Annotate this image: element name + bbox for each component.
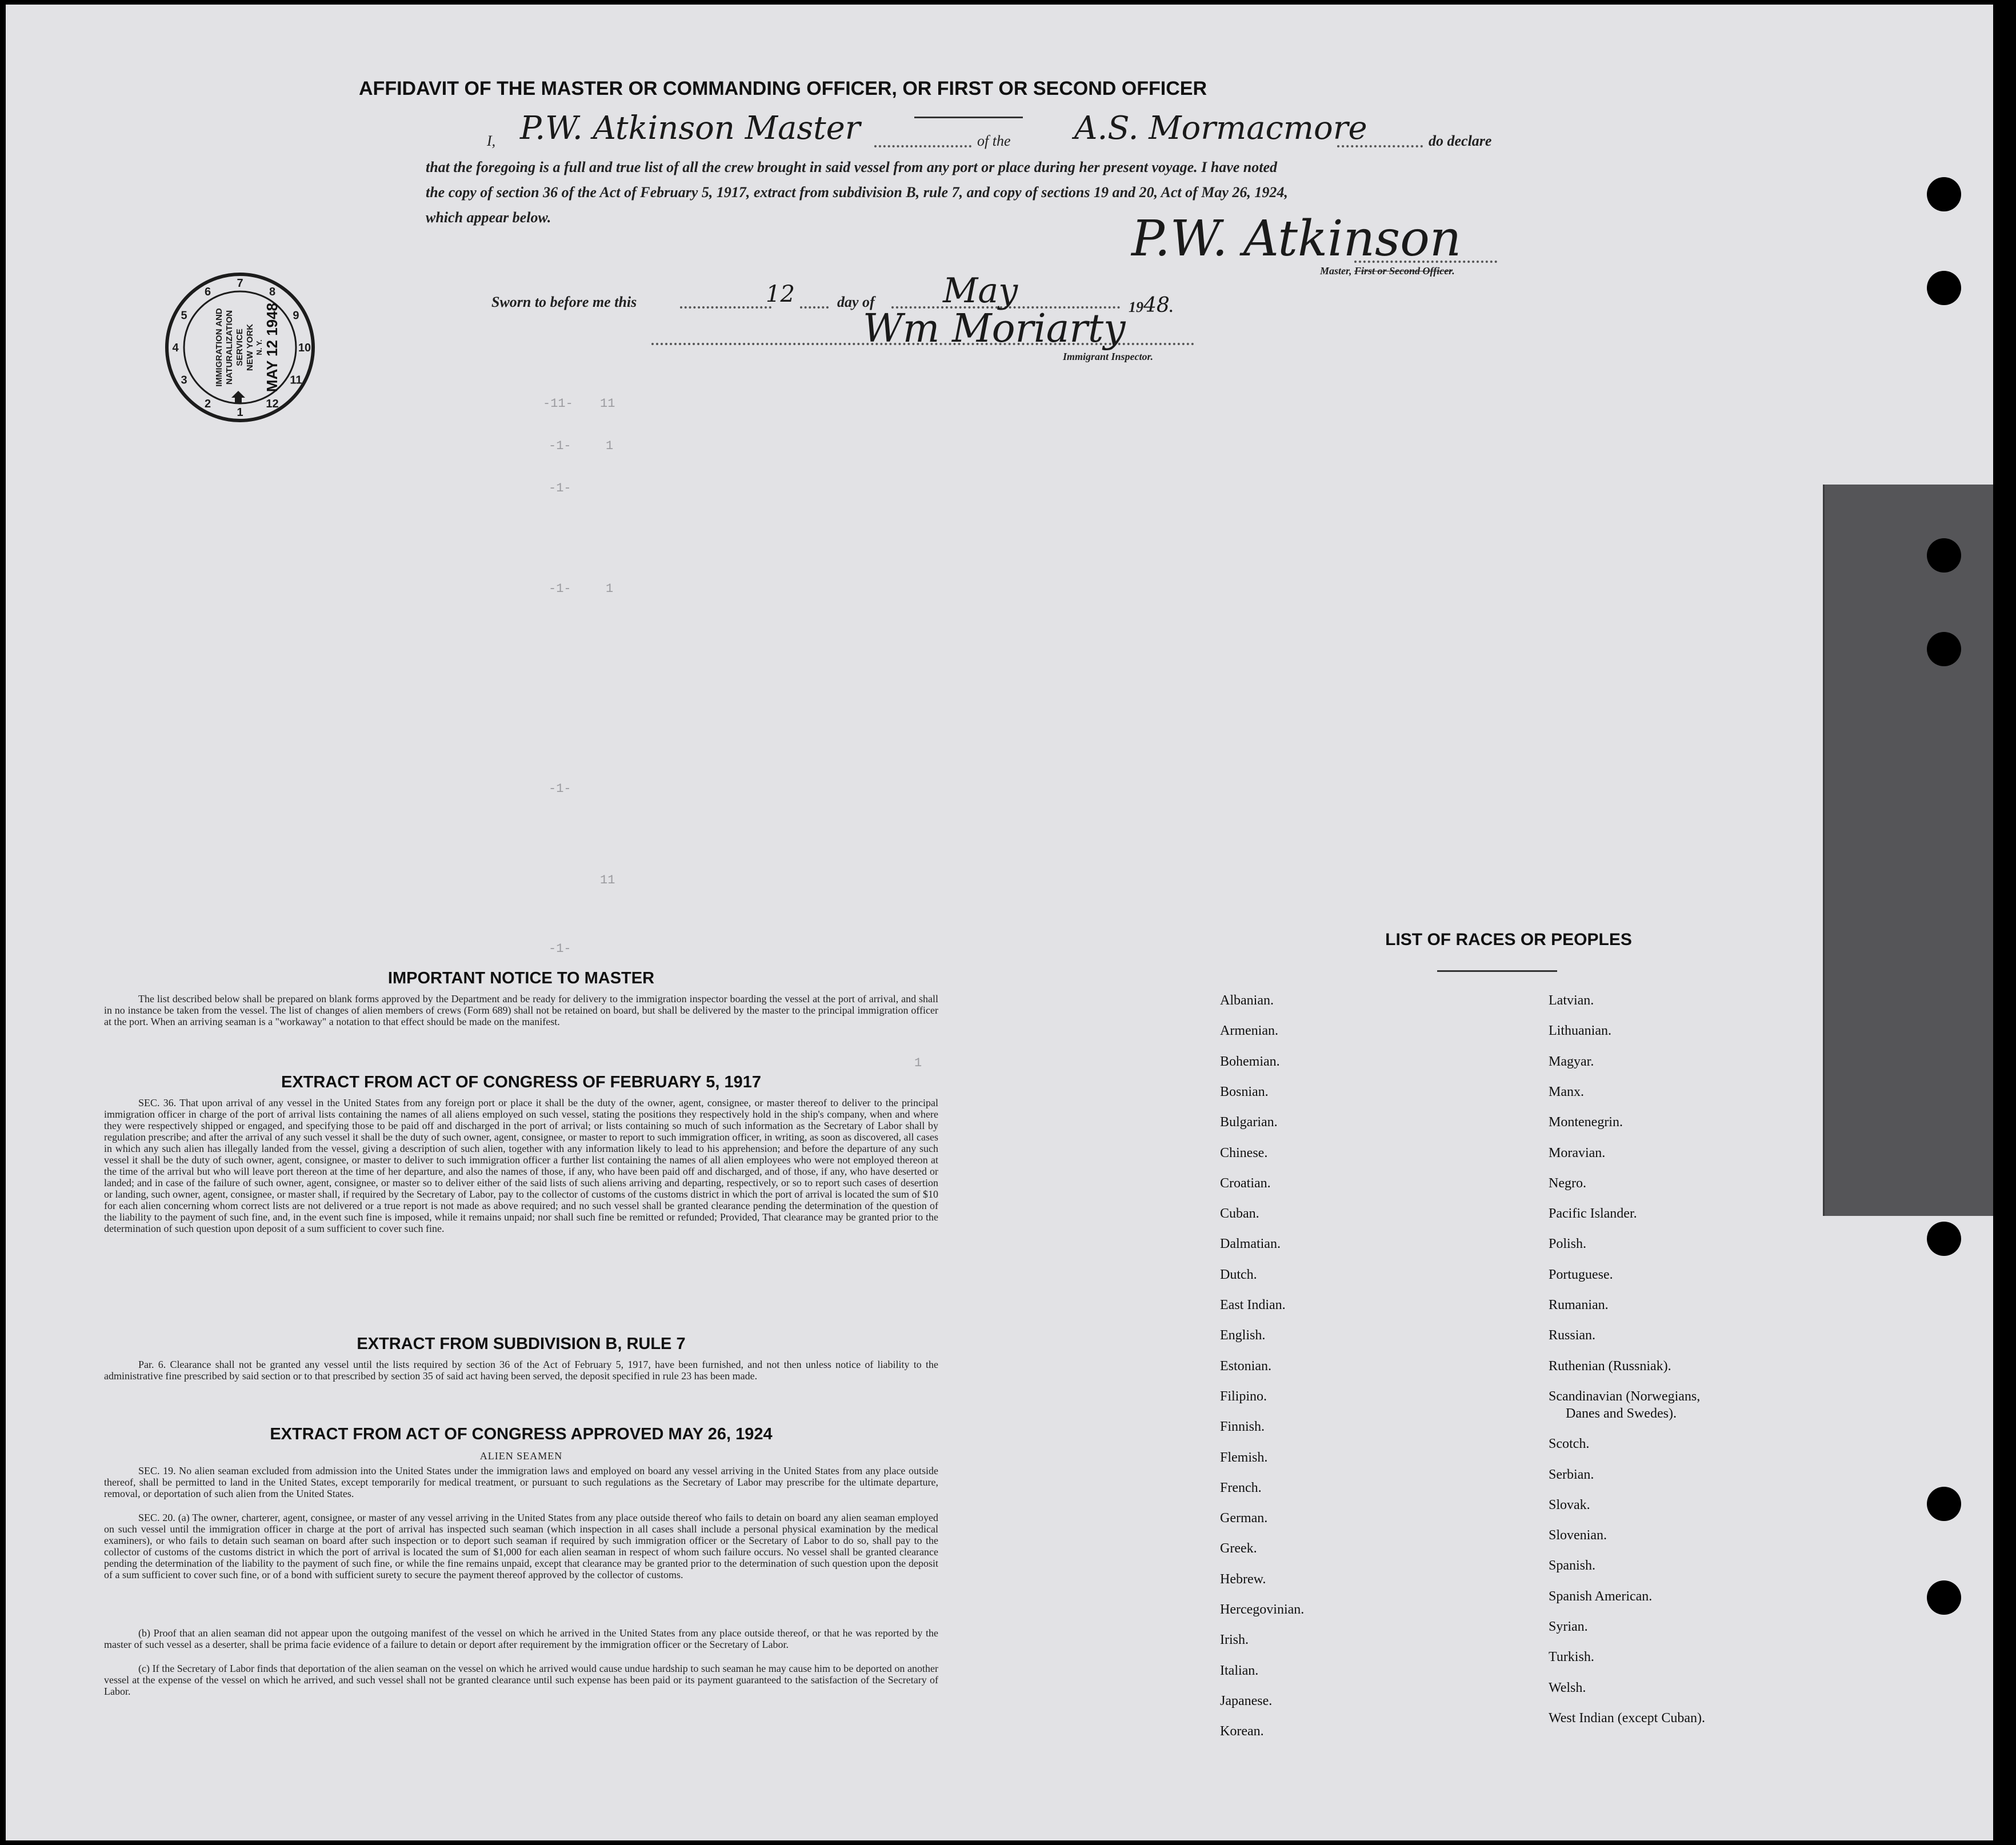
stamp-line2: NATURALIZATION xyxy=(225,310,234,385)
year-suffix-handwritten: 48 xyxy=(1143,294,1170,317)
race-item: Irish. xyxy=(1220,1632,1249,1648)
race-item: Negro. xyxy=(1549,1175,1586,1191)
race-item: Slovak. xyxy=(1549,1497,1590,1512)
dotted-leader xyxy=(800,306,829,309)
bleed-mark: 11 xyxy=(600,397,615,411)
bleed-mark: 11 xyxy=(600,873,615,887)
race-item: Hercegovinian. xyxy=(1220,1602,1305,1617)
stamp-clock-number: 3 xyxy=(181,374,187,387)
bleed-mark: -1- xyxy=(549,481,571,495)
stamp-clock-number: 12 xyxy=(266,397,279,410)
race-item: Korean. xyxy=(1220,1724,1264,1739)
race-item: Manx. xyxy=(1549,1084,1584,1099)
affidavit-line4: which appear below. xyxy=(426,209,551,226)
sec20a-body: SEC. 20. (a) The owner, charterer, agent, consignee, or master of any vessel arriving in the United States from any place outside thereof who fails to detain on board any alien seaman employed on such vessel until the immigration officer in charge at the port of arrival has inspected such seaman (which inspection in all cases shall include a personal physical examination by the medical examiners), or who fails to detain such seaman on board after such inspection or to deport such seaman if required by such immigration officer or the Secretary of Labor to do so, shall pay to the collector of customs of the customs district in which the port of arrival is located the sum of $1,000 for each alien seaman in respect of whom such failure occurs. No vessel shall be granted clearance pending the determination of the liability to the payment of such fine, or while the fine remains unpaid, except that clearance may be granted prior to the determination of such question upon the deposit of a sum sufficient to cover such fine, or of a bond with sufficient surety to secure the payment thereof approved by the collector of customs. xyxy=(104,1512,938,1580)
year-label xyxy=(1129,294,1173,317)
affidavit-line3: the copy of section 36 of the Act of February 5, 1917, extract from subdivision B, rule 7, and copy of sections 19 and 20, Act of May 26, 1924, xyxy=(426,184,1288,201)
document-page xyxy=(6,5,1993,1840)
race-item: Bosnian. xyxy=(1220,1084,1269,1099)
caption-master: Master, xyxy=(1320,265,1352,277)
race-item: Bulgarian. xyxy=(1220,1115,1278,1130)
bleed-mark: 1 xyxy=(606,582,614,596)
race-item: Montenegrin. xyxy=(1549,1115,1623,1130)
race-item: Moravian. xyxy=(1549,1145,1606,1160)
sec20b-body: (b) Proof that an alien seaman did not appear upon the outgoing manifest of the vessel on which he arrived in the United States from any place outside thereof, or that he was reported by the master of such vessel as a deserter, shall be prima facie evidence of a failure to detain or deport after requirement by the immigration officer or the Secretary of Labor. xyxy=(104,1627,938,1650)
race-item: Japanese. xyxy=(1220,1693,1273,1708)
race-item: Turkish. xyxy=(1549,1650,1594,1665)
caption-end: . xyxy=(1452,265,1455,277)
year-prefix: 19 xyxy=(1129,299,1143,315)
master-signature-handwritten: P.W. Atkinson xyxy=(1131,210,1462,267)
binder-hole xyxy=(1927,1580,1961,1615)
immigration-date-stamp xyxy=(140,267,346,427)
extract-1924-subtitle: ALIEN SEAMEN xyxy=(479,1450,563,1462)
race-item: Serbian. xyxy=(1549,1467,1594,1482)
race-item: Magyar. xyxy=(1549,1054,1594,1069)
dotted-leader xyxy=(1337,145,1423,147)
stamp-line5: N. Y. xyxy=(255,339,263,355)
race-item: Finnish. xyxy=(1220,1419,1265,1435)
binder-hole xyxy=(1927,177,1961,211)
bleed-mark: 1 xyxy=(606,439,614,453)
dotted-leader xyxy=(874,145,971,147)
affidavit-line2: that the foregoing is a full and true list of all the crew brought in said vessel from any port or place during her present voyage. I have noted xyxy=(426,159,1278,175)
race-item: East Indian. xyxy=(1220,1298,1286,1312)
stamp-clock-number: 4 xyxy=(172,342,179,354)
stamp-clock-number: 9 xyxy=(293,309,299,322)
bleed-mark: -1- xyxy=(549,582,571,596)
master-name-handwritten: P.W. Atkinson Master xyxy=(520,110,861,147)
eagle-icon xyxy=(231,391,245,403)
race-item: Chinese. xyxy=(1220,1145,1268,1160)
binder-hole xyxy=(1927,1487,1961,1521)
notice-body: The list described below shall be prepared on blank forms approved by the Department and be ready for delivery to the immigration inspector boarding the vessel at the port of arrival, and shall in no instance be taken from the vessel. The list of changes of alien members of crews (Form 689) shall not be retained on board, but shall be delivered by the master to the principal immigration officer at the port. When an arriving seaman is a "workaway" a notation to that effect should be made on the manifest. xyxy=(104,993,938,1027)
race-item: Russian. xyxy=(1549,1328,1596,1343)
race-item: Bohemian. xyxy=(1220,1054,1280,1069)
dotted-leader xyxy=(680,306,771,309)
race-item: English. xyxy=(1220,1328,1266,1343)
stamp-line1: IMMIGRATION AND xyxy=(214,308,224,387)
bleed-mark: -1- xyxy=(549,782,571,796)
year-end: . xyxy=(1169,299,1174,315)
race-item: Armenian. xyxy=(1220,1023,1278,1039)
dotted-leader xyxy=(1354,261,1497,263)
bleed-mark: -1- xyxy=(549,942,571,956)
extract-1924-title: EXTRACT FROM ACT OF CONGRESS APPROVED MAY 26, 1924 xyxy=(270,1425,773,1443)
sec19-body: SEC. 19. No alien seaman excluded from admission into the United States under the immigration laws and employed on board any vessel arriving in the United States from any place outside thereof, shall be permitted to land in the United States, except temporarily for medical treatment, or pursuant to such regulations as the Secretary of Labor may prescribe for the ultimate departure, removal, or deportation of such alien from the United States. xyxy=(104,1465,938,1499)
stamp-line3: SERVICE xyxy=(235,329,245,366)
bleed-mark: -11- xyxy=(543,397,573,411)
races-title-rule xyxy=(1437,970,1557,972)
binder-hole xyxy=(1927,538,1961,573)
bleed-mark: 1 xyxy=(914,1056,922,1070)
race-item: Scandinavian (Norwegians, xyxy=(1549,1388,1701,1404)
stamp-clock-number: 7 xyxy=(237,277,243,290)
vessel-name-handwritten: A.S. Mormacmore xyxy=(1074,110,1367,147)
race-item: Cuban. xyxy=(1220,1206,1259,1222)
sec20c-body: (c) If the Secretary of Labor finds that deportation of the alien seaman on the vessel on which he arrived would cause undue hardship to such seaman he may cause him to be deported on another vessel at the expense of the vessel on which he arrived, and such vessel shall not be granted clearance until such expense has been paid or its payment guaranteed to the satisfaction of the Secretary of Labor. xyxy=(104,1663,938,1697)
notice-title: IMPORTANT NOTICE TO MASTER xyxy=(387,969,655,987)
race-item: Dalmatian. xyxy=(1220,1236,1281,1252)
sworn-day-handwritten: 12 xyxy=(766,281,795,307)
affidavit-title: AFFIDAVIT OF THE MASTER OR COMMANDING OFFICER, OR FIRST OR SECOND OFFICER xyxy=(359,78,1207,99)
race-item: West Indian (except Cuban). xyxy=(1549,1710,1705,1726)
race-item: Rumanian. xyxy=(1549,1298,1609,1312)
races-title: LIST OF RACES OR PEOPLES xyxy=(1385,930,1632,949)
stamp-clock-number: 1 xyxy=(237,406,243,419)
race-item: Italian. xyxy=(1220,1663,1259,1678)
extract-1917-title: EXTRACT FROM ACT OF CONGRESS OF FEBRUARY 5, 1917 xyxy=(281,1073,762,1091)
race-item: Filipino. xyxy=(1220,1388,1267,1404)
extract-rule7-title: EXTRACT FROM SUBDIVISION B, RULE 7 xyxy=(357,1335,686,1353)
race-item: Dutch. xyxy=(1220,1267,1257,1282)
binder-hole xyxy=(1927,271,1961,305)
rule-line xyxy=(914,117,1023,118)
sworn-label: Sworn to before me this xyxy=(491,294,637,310)
race-item: Welsh. xyxy=(1549,1680,1586,1695)
signature-caption xyxy=(1320,265,1455,277)
race-item: Croatian. xyxy=(1220,1175,1271,1191)
race-item: German. xyxy=(1220,1511,1268,1526)
race-item: Hebrew. xyxy=(1220,1571,1266,1587)
race-item: Greek. xyxy=(1220,1541,1257,1556)
stamp-clock-number: 10 xyxy=(298,342,311,354)
inspector-signature-handwritten: Wm Moriarty xyxy=(863,306,1126,351)
race-item: Spanish American. xyxy=(1549,1588,1653,1604)
stamp-date: MAY 12 1948 xyxy=(263,302,281,393)
inspector-caption: Immigrant Inspector. xyxy=(1063,351,1154,362)
stamp-clock-number: 8 xyxy=(269,286,276,299)
stamp-line4: NEW YORK xyxy=(245,323,255,371)
race-item: French. xyxy=(1220,1480,1262,1495)
do-declare-label: do declare xyxy=(1429,133,1492,149)
race-item: Danes and Swedes). xyxy=(1566,1406,1677,1421)
stamp-text-group xyxy=(214,303,281,392)
race-item: Estonian. xyxy=(1220,1358,1271,1374)
race-item: Pacific Islander. xyxy=(1549,1206,1637,1222)
race-item: Flemish. xyxy=(1220,1450,1268,1465)
dark-scan-strip xyxy=(1823,485,1993,1216)
race-item: Slovenian. xyxy=(1549,1528,1607,1543)
race-item: Portuguese. xyxy=(1549,1267,1613,1282)
stamp-clock-number: 5 xyxy=(181,309,187,322)
line1-prefix: I, xyxy=(487,133,496,149)
stamp-clock-number: 6 xyxy=(204,286,211,299)
bleed-mark: -1- xyxy=(549,439,571,453)
stamp-clock-number: 11 xyxy=(290,374,302,387)
extract-rule7-body: Par. 6. Clearance shall not be granted any vessel until the lists required by section 36 of the Act of February 5, 1917, have been furnished, and not then unless notice of liability to the administrative fine prescribed by said section or to that prescribed by section 35 of said act having been served, the deposit specified in rule 23 has been made. xyxy=(104,1359,938,1382)
binder-hole xyxy=(1927,632,1961,666)
caption-struck: First or Second Officer xyxy=(1354,265,1453,277)
extract-1917-body: SEC. 36. That upon arrival of any vessel in the United States from any foreign port or place it shall be the duty of the owner, agent, consignee, or master thereof to deliver to the principal immigration officer in charge of the port of arrival lists containing the names of all aliens employed on such vessel, stating the positions they respectively hold in the ship's company, when and where they were respectively shipped or engaged, and specifying those to be paid off and discharged in the port of arrival; or lists containing so much of such information as the Secretary of Labor shall by regulation prescribe; and after the arrival of any such vessel it shall be the duty of such owner, agent, consignee, or master to report to such immigration officer, in writing, as soon as discovered, all cases in which any such alien has illegally landed from the vessel, giving a description of such alien, together with any information likely to lead to his apprehension; and before the departure of any such vessel it shall be the duty of such owner, agent, consignee, or master to deliver to such immigration officer a further list containing the names of all alien employees who were not employed thereon at the time of the arrival but who will leave port thereon at the time of her departure, and also the names of those, if any, who have been paid off and discharged, and of those, if any, who have deserted or landed; and in case of the failure of such owner, agent, consignee, or master so to deliver either of the said lists of such aliens arriving and departing, respectively, or so to report such cases of desertion or landing, such owner, agent, consignee, or master shall, if required by the Secretary of Labor, pay to the collector of customs of the customs district in which the port of arrival is located the sum of $10 for each alien concerning whom correct lists are not delivered or a true report is not made as above required; and no such vessel shall be granted clearance pending the determination of the question of the liability to the payment of such fine, and, in the event such fine is imposed, while it remains unpaid; nor shall such fine be remitted or refunded; Provided, That clearance may be granted prior to the determination of such question upon deposit of a sum sufficient to cover such fine. xyxy=(104,1097,938,1234)
race-item: Latvian. xyxy=(1549,993,1594,1008)
binder-hole xyxy=(1927,1222,1961,1256)
race-item: Ruthenian (Russniak). xyxy=(1549,1358,1671,1374)
race-item: Scotch. xyxy=(1549,1436,1590,1452)
race-item: Albanian. xyxy=(1220,993,1274,1008)
race-item: Lithuanian. xyxy=(1549,1023,1611,1039)
stamp-clock-number: 2 xyxy=(204,397,211,410)
of-the-label: of the xyxy=(977,133,1011,149)
race-item: Syrian. xyxy=(1549,1619,1588,1634)
sworn-month-handwritten: May xyxy=(943,271,1018,311)
race-item: Polish. xyxy=(1549,1236,1587,1252)
race-item: Spanish. xyxy=(1549,1558,1596,1574)
day-of-label: day of xyxy=(837,294,875,310)
